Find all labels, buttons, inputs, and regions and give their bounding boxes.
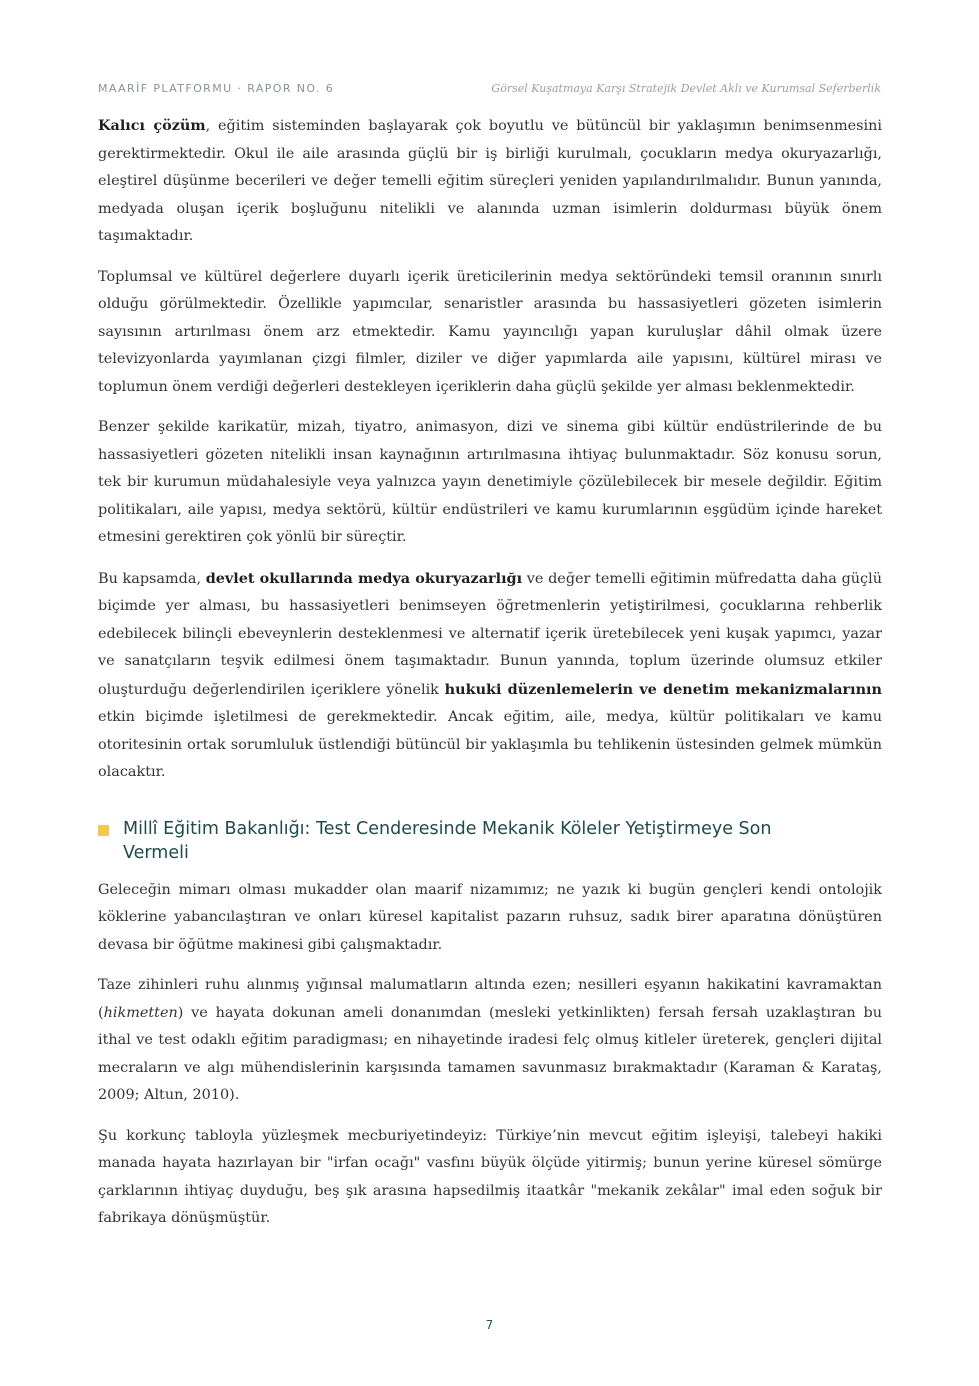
paragraph-text: Bu kapsamda, <box>98 570 206 587</box>
paragraph-text: Şu korkunç tabloyla yüzleşmek mecburiyetindeyiz: Türkiye’nin mevcut eğitim işleyişi, talebeyi hakiki manada hayata hazırlayan bir "irfan ocağı" vasfını büyük ölçüde yitirmiş; bunun yerine küresel sömürge çarklarının ihtiyaç duyduğu, beş şık arasına hapsedilmiş itaatkâr "mekanik zekâlar" imal eden soğuk bir fabrikaya dönüşmüştür. <box>98 1127 882 1226</box>
paragraph-text: Benzer şekilde karikatür, mizah, tiyatro, animasyon, dizi ve sinema gibi kültür endüstrilerinde de bu hassasiyetleri gözeten nitelikli insan kaynağının artırılmasına ihtiyaç bulunmaktadır. Söz konusu sorun, tek bir kurumun müdahalesiyle veya yalnızca yayın denetimiyle çözülebilecek bir mesele değildir. Eğitim politikaları, aile yapısı, medya sektörü, kültür endüstrileri ve kamu kurumlarının eşgüdüm içinde hareket etmesini gerektiren çok yönlü bir süreçtir. <box>98 419 882 545</box>
paragraph-text: ) ve hayata dokunan ameli donanımdan (mesleki yetkinlikten) fersah fersah uzaklaştıran bu ithal ve test odaklı eğitim paradigması; en nihayetinde iradesi felç olmuş kitleler üreterek, gençleri dijital mecraların ve algı mühendislerinin karşısında tamamen savunmasız bırakmaktadır (Karaman & Karataş, 2009; Altun, 2010). <box>98 1004 882 1103</box>
paragraph-6 <box>98 972 882 1110</box>
paragraph-1 <box>98 112 882 251</box>
body-content <box>98 112 882 1246</box>
paragraph-4 <box>98 565 882 787</box>
italic-term: hikmetten <box>103 1004 178 1021</box>
section-heading <box>98 817 882 865</box>
square-bullet-icon <box>98 825 109 836</box>
paragraph-text: Taze zihinleri ruhu alınmış yığınsal malumatların altında ezen; nesilleri eşyanın hakikatini kavramaktan ( <box>98 977 882 1021</box>
page-number: 7 <box>485 1318 494 1332</box>
paragraph-text: Toplumsal ve kültürel değerlere duyarlı içerik üreticilerinin medya sektöründeki temsil oranının sınırlı olduğu görülmektedir. Özellikle yapımcılar, senaristler arasında bu hassasiyetleri gözeten isimlerin sayısının artırılması önem arz etmektedir. Kamu yayıncılığı yapan kuruluşlar dâhil olmak üzere televizyonlarda yayımlanan çizgi filmler, diziler ve diğer yapımlarda aile yapısını, kültürel mirası ve toplumun önem verdiği değerleri destekleyen içeriklerin daha güçlü şekilde yer alması beklenmektedir. <box>98 268 882 395</box>
bold-phrase: devlet okullarında medya okuryazarlığı <box>205 569 523 587</box>
paragraph-5 <box>98 877 882 960</box>
paragraph-text: etkin biçimde işletilmesi de gerekmektedir. Ancak eğitim, aile, medya, kültür politikaları ve kamu otoritesinin ortak sorumluluk üstlendiği bütüncül bir yaklaşımla bu tehlikenin üstesinden gelmek mümkün olacaktır. <box>98 709 882 780</box>
header-report-label: MAARİF PLATFORMU · RAPOR NO. 6 <box>98 82 335 95</box>
bold-phrase: Kalıcı çözüm <box>98 117 206 134</box>
paragraph-7 <box>98 1123 882 1233</box>
paragraph-text: ve değer temelli eğitimin müfredatta daha güçlü biçimde yer alması, bu hassasiyetleri benimseyen öğretmenlerin yetiştirilmesi, çocuklarına rehberlik edebilecek bilinçli ebeveynlerin desteklenmesi ve alternatif içerik üretebilecek yeni kuşak yapımcı, yazar ve sanatçıların teşvik edilmesi önem taşımaktadır. Bunun yanında, toplum üzerinde olumsuz etkiler oluşturduğu değerlendirilen içeriklere yönelik <box>98 570 882 698</box>
paragraph-text: Geleceğin mimarı olması mukadder olan maarif nizamımız; ne yazık ki bugün gençleri kendi ontolojik köklerine yabancılaştıran ve onları küresel kapitalist pazarın ruhsuz, sadık birer aparatına dönüştüren devasa bir öğütme makinesi gibi çalışmaktadır. <box>98 881 882 953</box>
bold-phrase: hukuki düzenlemelerin ve denetim mekanizmalarının <box>444 680 882 698</box>
running-header <box>98 82 881 95</box>
paragraph-2 <box>98 264 882 402</box>
section-heading-text: Millî Eğitim Bakanlığı: Test Cenderesinde Mekanik Köleler Yetiştirmeye Son Vermeli <box>123 818 772 863</box>
paragraph-text: , eğitim sisteminden başlayarak çok boyutlu ve bütüncül bir yaklaşımın benimsenmesini gerektirmektedir. Okul ile aile arasında güçlü bir iş birliği kurulmalı, çocukların medya okuryazarlığı, eleştirel düşünme becerileri ve değer temelli eğitim süreçleri yeniden yapılandırılmalıdır. Bunun yanında, medyada oluşan içerik boşluğunu nitelikli ve alanında uzman isimlerin doldurması büyük önem taşımaktadır. <box>98 118 882 244</box>
paragraph-3 <box>98 414 882 552</box>
header-report-title: Görsel Kuşatmaya Karşı Stratejik Devlet Aklı ve Kurumsal Seferberlik <box>491 82 881 95</box>
